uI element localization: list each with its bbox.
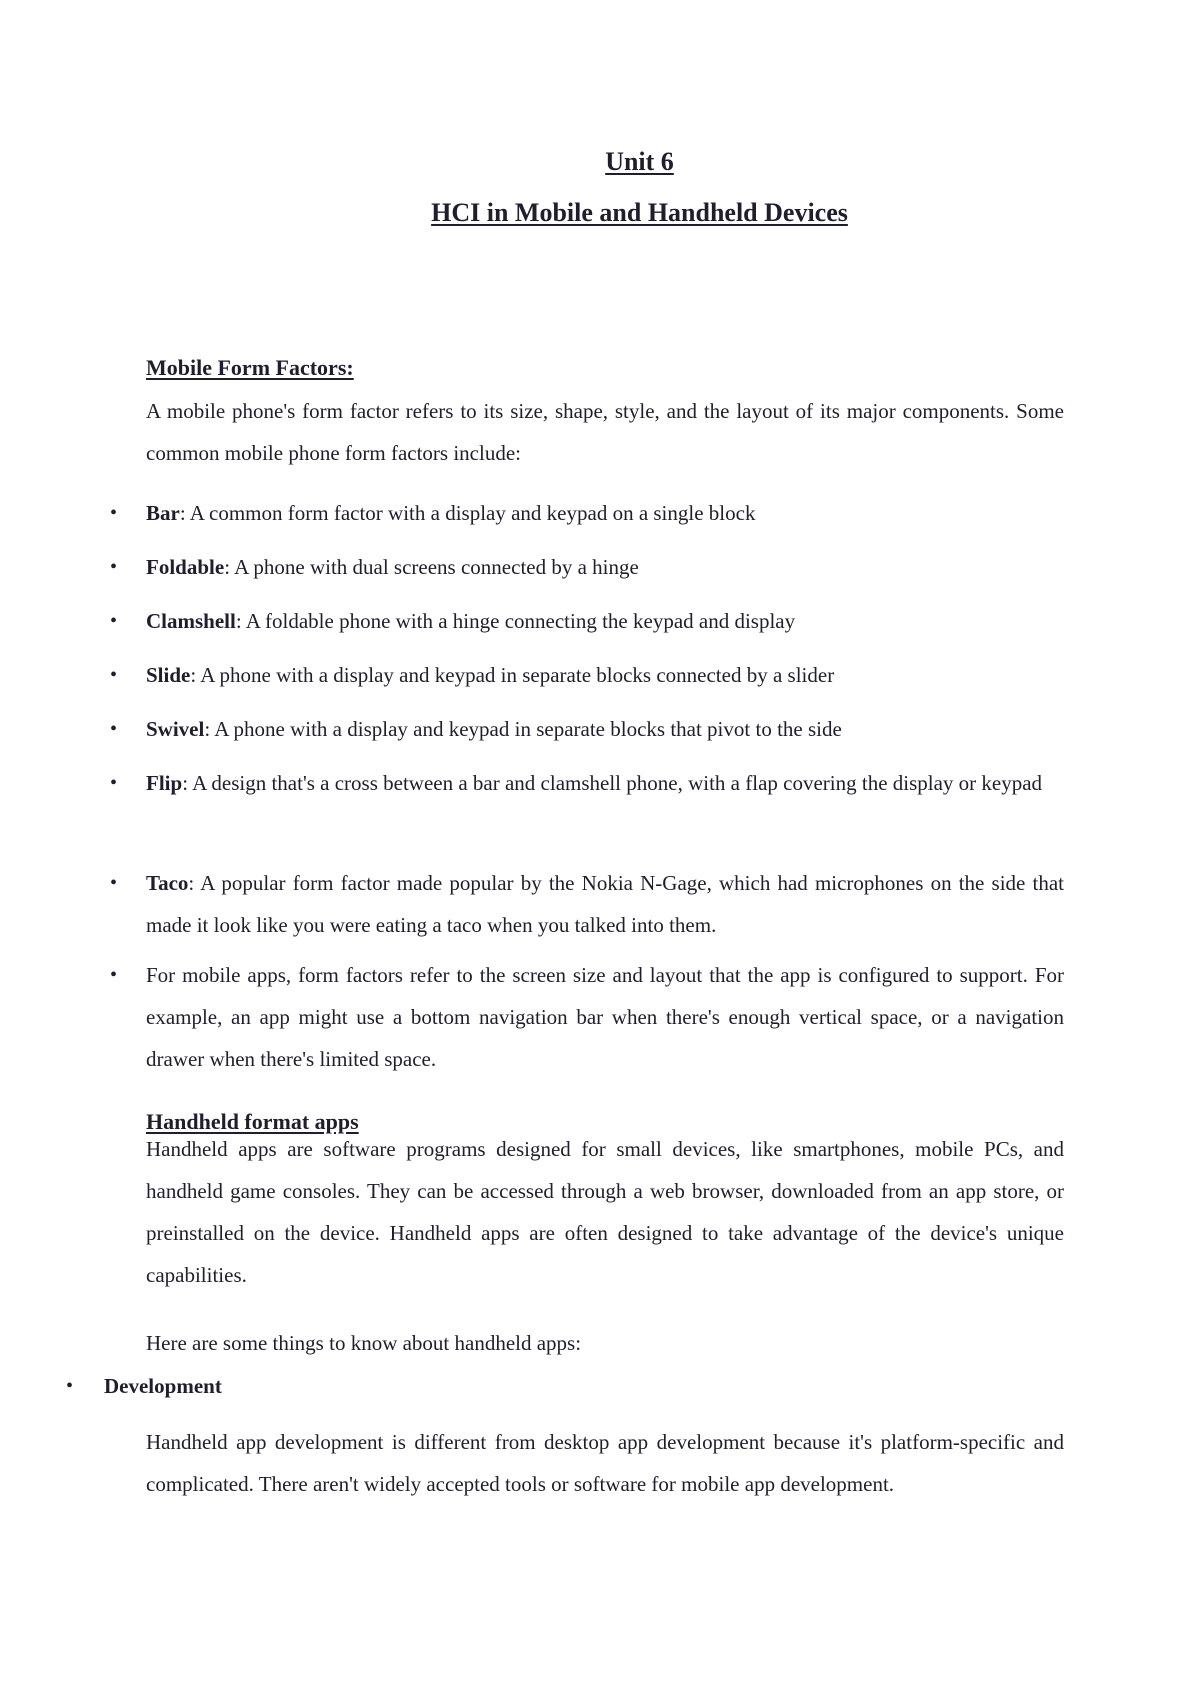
- subheading-development: Development: [104, 1374, 222, 1398]
- list-item-bar: [146, 492, 1064, 534]
- list-item-mobile-apps: [146, 954, 1064, 1080]
- bullet-marker: •: [110, 610, 118, 632]
- list-item-clamshell: [146, 600, 1064, 642]
- section-heading-handheld-format-apps: Handheld format apps: [146, 1109, 359, 1134]
- list-item-slide: [146, 654, 1064, 696]
- list-item-text: : A phone with a display and keypad in separate blocks that pivot to the side: [204, 717, 842, 741]
- bullet-marker: •: [110, 556, 118, 578]
- bullet-marker: •: [110, 872, 118, 894]
- list-item-text: : A common form factor with a display and keypad on a single block: [179, 501, 756, 525]
- section-intro-paragraph: Handheld apps are software programs designed for small devices, like smartphones, mobile PCs, and handheld game consoles. They can be accessed through a web browser, downloaded from an app store, or preinstalled on the device. Handheld apps are often designed to take advantage of the device's unique capabilities.: [146, 1137, 1064, 1287]
- list-item-flip: [146, 762, 1064, 804]
- bullet-marker: •: [110, 718, 118, 740]
- list-item-term: Flip: [146, 771, 183, 795]
- lead-sentence: Here are some things to know about handheld apps:: [146, 1331, 582, 1355]
- list-item-term: Taco: [146, 871, 189, 895]
- bullet-marker: •: [110, 664, 118, 686]
- bullet-marker: •: [110, 964, 118, 986]
- section-heading-mobile-form-factors: Mobile Form Factors:: [146, 355, 354, 380]
- document-title: HCI in Mobile and Handheld Devices: [431, 198, 848, 227]
- list-item-term: Clamshell: [146, 609, 236, 633]
- list-item-text: : A foldable phone with a hinge connecting the keypad and display: [235, 609, 796, 633]
- list-item-text: : A phone with a display and keypad in separate blocks connected by a slider: [190, 663, 835, 687]
- section-intro-paragraph: A mobile phone's form factor refers to its size, shape, style, and the layout of its major components. Some common mobile phone form factors include:: [146, 399, 1064, 465]
- bullet-marker: •: [66, 1375, 74, 1397]
- list-item-term: Swivel: [146, 717, 205, 741]
- unit-title: Unit 6: [605, 147, 674, 176]
- list-item-text: : A design that's a cross between a bar and clamshell phone, with a flap covering the display or keypad: [182, 771, 1043, 795]
- development-paragraph: Handheld app development is different from desktop app development because it's platform-specific and complicated. There aren't widely accepted tools or software for mobile app development.: [146, 1430, 1064, 1496]
- list-item-text: For mobile apps, form factors refer to the screen size and layout that the app is configured to support. For example, an app might use a bottom navigation bar when there's enough vertical space, or a navigation drawer when there's limited space.: [146, 963, 1064, 1071]
- list-item-taco: [146, 862, 1064, 946]
- bullet-marker: •: [110, 772, 118, 794]
- list-item-term: Slide: [146, 663, 191, 687]
- list-item-foldable: [146, 546, 1064, 588]
- list-item-swivel: [146, 708, 1064, 750]
- list-item-text: : A phone with dual screens connected by a hinge: [224, 555, 639, 579]
- list-item-term: Foldable: [146, 555, 225, 579]
- bullet-marker: •: [110, 502, 118, 524]
- list-item-term: Bar: [146, 501, 180, 525]
- list-item-text: : A popular form factor made popular by the Nokia N-Gage, which had microphones on the side that made it look like you were eating a taco when you talked into them.: [146, 871, 1064, 937]
